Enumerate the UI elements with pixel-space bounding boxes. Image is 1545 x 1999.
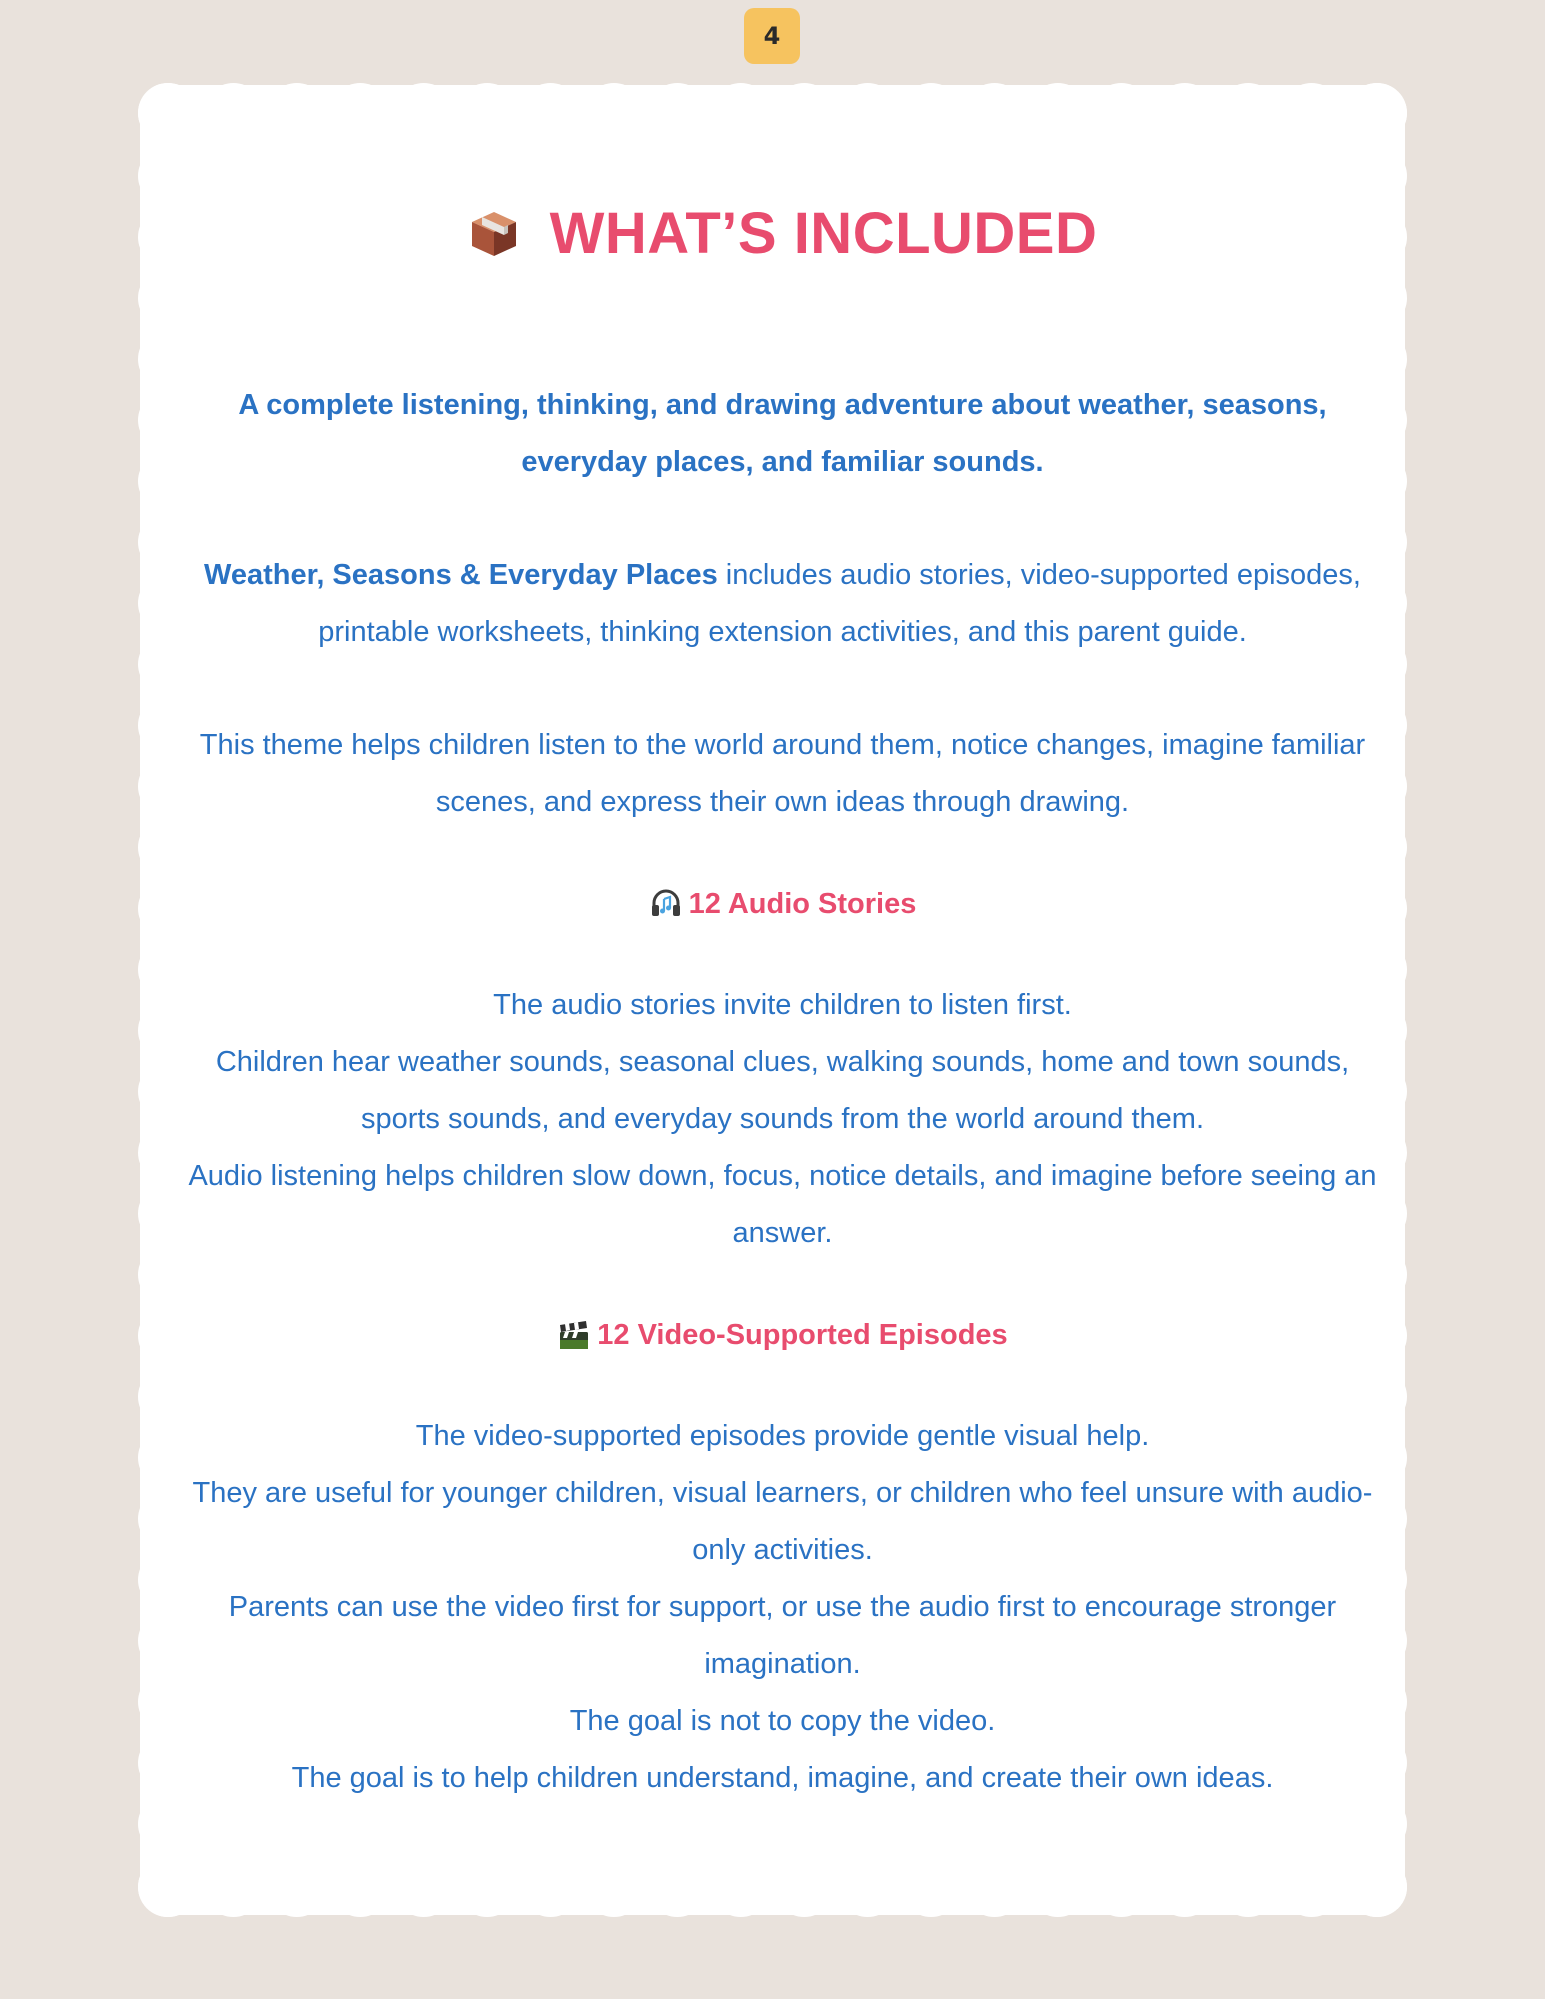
audio-line: The audio stories invite children to listen first. xyxy=(493,989,1072,1021)
video-line: The video-supported episodes provide gentle visual help. xyxy=(415,1420,1150,1452)
audio-section-heading xyxy=(180,887,1385,921)
video-section-heading xyxy=(180,1318,1385,1352)
page-title: WHAT’S INCLUDED xyxy=(549,201,1098,266)
title-row xyxy=(180,200,1385,267)
package-icon xyxy=(468,208,520,260)
video-section-text xyxy=(180,1408,1385,1807)
overview-paragraph xyxy=(180,547,1385,661)
audio-section-title: 12 Audio Stories xyxy=(688,887,917,920)
intro-text: A complete listening, thinking, and drawing adventure about weather, seasons, everyday places, and familiar sounds. xyxy=(238,389,1327,478)
video-section-title: 12 Video-Supported Episodes xyxy=(597,1318,1008,1351)
theme-name: Weather, Seasons & Everyday Places xyxy=(204,559,718,591)
audio-line: Children hear weather sounds, seasonal clues, walking sounds, home and town sounds, sports sounds, and everyday sounds from the world around them. xyxy=(215,1046,1350,1135)
headphones-icon xyxy=(649,887,683,921)
audio-line: Audio listening helps children slow down, focus, notice details, and imagine before seeing an answer. xyxy=(188,1160,1377,1249)
video-line: The goal is not to copy the video. xyxy=(569,1705,996,1737)
video-line: Parents can use the video first for support, or use the audio first to encourage stronger imagination. xyxy=(228,1591,1337,1680)
clapperboard-icon xyxy=(557,1318,591,1352)
video-line: The goal is to help children understand, imagine, and create their own ideas. xyxy=(291,1762,1274,1794)
video-line: They are useful for younger children, visual learners, or children who feel unsure with audio-only activities. xyxy=(192,1477,1373,1566)
overview-text: includes audio stories, video-supported episodes, printable worksheets, thinking extension activities, and this parent guide. xyxy=(318,559,1361,648)
audio-section-text xyxy=(180,977,1385,1262)
page-number-badge: 4 xyxy=(744,8,800,64)
theme-paragraph: This theme helps children listen to the world around them, notice changes, imagine familiar scenes, and express their own ideas through drawing. xyxy=(199,729,1366,818)
page-content xyxy=(180,140,1385,1807)
